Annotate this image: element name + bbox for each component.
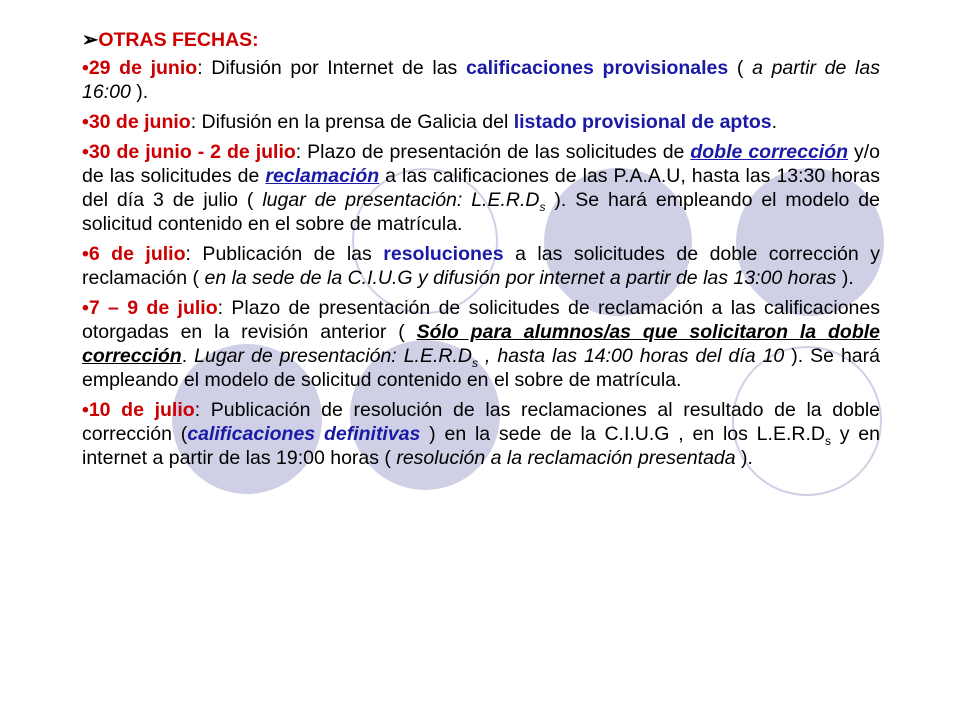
highlight-text: calificaciones provisionales xyxy=(465,57,729,79)
date-label: 6 de julio xyxy=(88,243,186,265)
item-7-9-julio: •7 – 9 de julio: Plazo de presentación de solicitudes de reclamación a las calificaciones otorgadas en la revisión anterior ( Sólo para alumnos/as que solicitaron la doble corrección. Lugar de presentación: $L.E.R.D_s$ , hasta las 14:00 horas del día 10 ). Se hará empleando el modelo de solicitud contenido en el sobre de matrícula. xyxy=(82,297,880,391)
bullet-icon: • xyxy=(82,297,89,319)
section-heading xyxy=(82,28,880,52)
arrow-bullet-icon: ➢ xyxy=(82,29,99,51)
item-29-junio: •29 de junio: Difusión por Internet de las calificaciones provisionales ( a partir de las 16:00 ). xyxy=(82,57,880,103)
emphasis-text: Sólo para alumnos/as que solicitaron la doble xyxy=(416,321,880,343)
bullet-icon: • xyxy=(82,399,89,421)
bullet-icon: • xyxy=(82,243,89,265)
item-30-junio-2-julio: •30 de junio - 2 de julio: Plazo de presentación de las solicitudes de doble corrección y/o de las solicitudes de reclamación a las calificaciones de las P.A.A.U, hasta las 13:30 horas del día 3 de julio ( lugar de presentación: $L.E.R.D_s$ ). Se hará empleando el modelo de solicitud contenido en el sobre de matrícula. xyxy=(82,141,881,235)
heading-text: OTRAS FECHAS: xyxy=(98,29,259,51)
highlight-text: reclamación xyxy=(265,165,380,187)
date-label: 30 de junio - 2 de julio xyxy=(88,141,296,163)
highlight-text: resoluciones xyxy=(383,243,504,265)
highlight-text: doble corrección xyxy=(690,141,849,163)
highlight-text: calificaciones definitivas xyxy=(187,423,421,445)
bullet-icon: • xyxy=(82,57,89,79)
date-label: 29 de junio xyxy=(88,57,198,79)
date-label: 30 de junio xyxy=(88,111,191,133)
emphasis-text: corrección xyxy=(82,345,182,367)
item-30-junio: •30 de junio: Difusión en la prensa de Galicia del listado provisional de aptos. xyxy=(82,111,778,133)
highlight-text: listado provisional de aptos xyxy=(513,111,772,133)
date-label: 10 de julio xyxy=(88,399,195,421)
item-10-julio: •10 de julio: Publicación de resolución de las reclamaciones al resultado de la doble corrección (calificaciones definitivas ) en la sede de la C.I.U.G , en los $L.E.R.D_s$ y en internet a partir de las 19:00 horas ( resolución a la reclamación presentada ). xyxy=(82,399,880,469)
item-6-julio: •6 de julio: Publicación de las resoluciones a las solicitudes de doble corrección y reclamación ( en la sede de la C.I.U.G y difusión por internet a partir de las 13:00 horas ). xyxy=(82,243,881,289)
bullet-icon: • xyxy=(82,141,89,163)
bullet-icon: • xyxy=(82,111,89,133)
date-label: 7 – 9 de julio xyxy=(88,297,218,319)
slide-content xyxy=(82,28,880,476)
